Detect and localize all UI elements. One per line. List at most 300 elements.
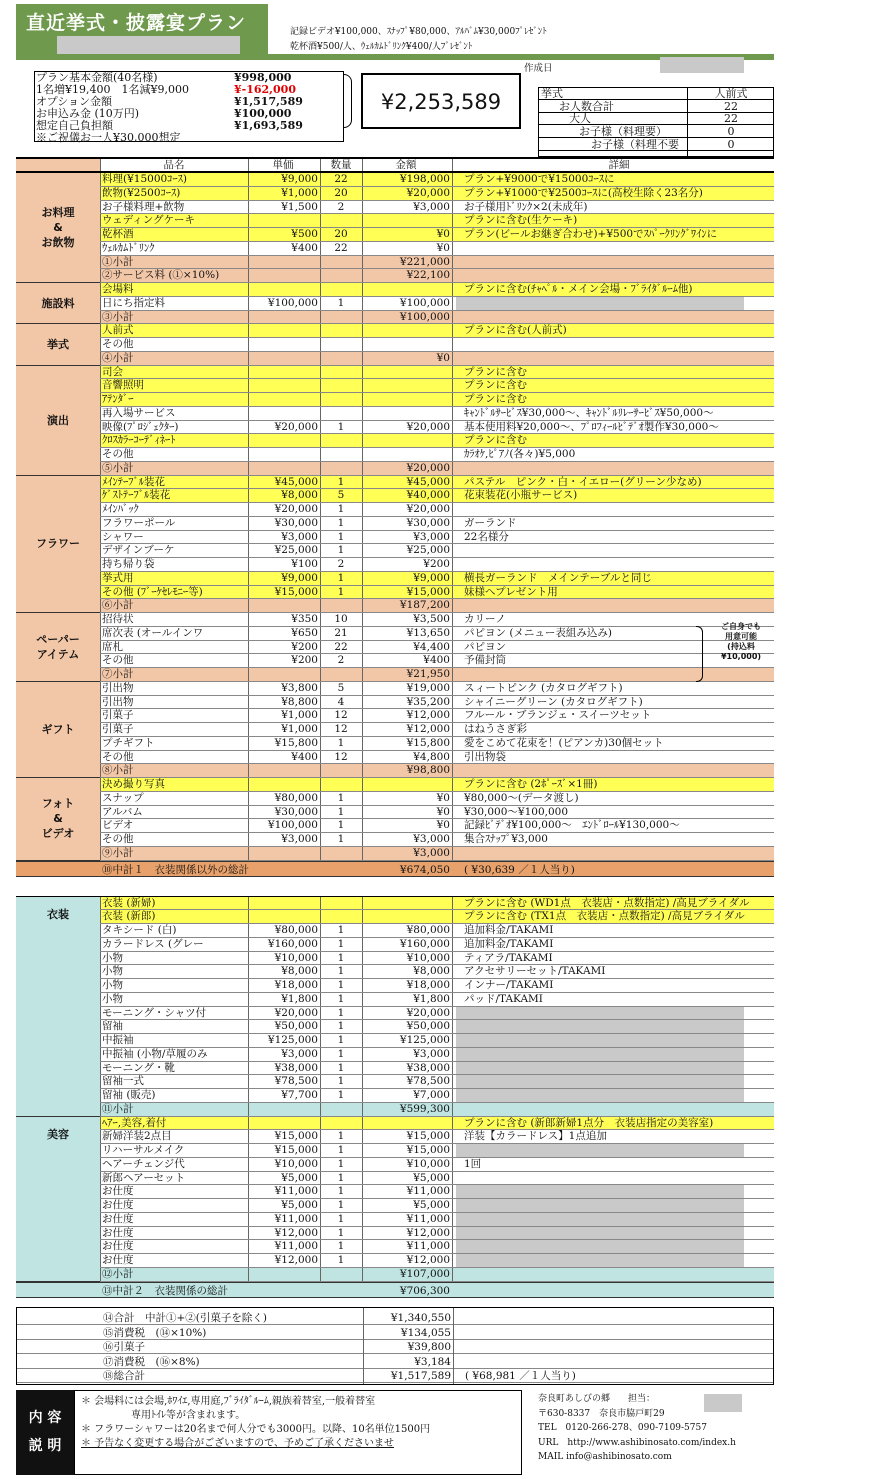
grid-line [320,1185,321,1198]
grid-line [362,847,363,860]
grid-line [362,751,363,764]
detail: 追加料金/TAKAMI [464,924,554,936]
grid-line [320,1048,321,1061]
grid-line [362,1007,363,1020]
item-name: フラワーポール [102,516,176,529]
amount [362,324,452,337]
grid-line [452,338,453,351]
guest-value: 0 [727,125,735,138]
item-name: 席次表 (オールインワ [102,626,204,639]
grid-line [362,924,363,937]
grid-line [248,503,249,516]
grid-line [100,297,101,310]
summary-label: 想定自己負担額 [36,119,113,132]
quantity: 1 [337,585,345,598]
grid-line [452,159,453,171]
grid-line [248,668,249,681]
guest-label: 挙式 [541,87,563,100]
grid-line [362,228,363,241]
table-row [16,806,774,820]
amount [362,448,452,461]
amount: ¥8,000 [413,965,450,978]
amount [362,910,452,923]
midtotal-row [16,861,774,877]
grid-line [452,586,453,599]
grid-line [452,366,453,379]
total-amount: ¥134,055 [400,1326,451,1339]
table-row [16,1185,774,1199]
grid-line [362,806,363,819]
grid-line [100,256,101,269]
grid-line [452,778,453,791]
grid-line [248,311,249,324]
grid-line [453,1308,454,1384]
amount: ¥0 [436,819,450,832]
amount [362,897,452,910]
item-name: お仕度 [102,1212,134,1225]
table-row [16,1048,774,1062]
detail [452,462,774,475]
quantity [320,393,362,406]
table-row [16,1254,774,1268]
detail: スィートピンク (カタログギフト) [464,681,623,694]
totals-table [16,1307,774,1385]
grid-line [452,965,453,978]
grid-line [320,993,321,1006]
grid-line [362,696,363,709]
grid-line [362,1117,363,1130]
unit-price: ¥20,000 [274,420,318,433]
detail: 花束装花(小瓶サービス) [464,489,578,502]
grid-line [452,462,453,475]
table-row [16,572,774,586]
grid-line [362,819,363,832]
amount: ¥3,000 [413,846,450,859]
grid-line [248,764,249,777]
grid-line [100,269,101,282]
grid-line [248,696,249,709]
grid-line [362,544,363,557]
amount: ¥45,000 [406,475,450,488]
grid-line [452,476,453,489]
grid-line [100,641,101,654]
grid-line [248,613,249,626]
grid-line [452,806,453,819]
grid-line [100,806,101,819]
amount: ¥0 [436,791,450,804]
amount: ¥599,300 [399,1102,450,1115]
grid-line [100,462,101,475]
grid-line [320,228,321,241]
grid-line [320,517,321,530]
note-line: 専用ﾄｲﾚ等が含まれます。 [81,1410,246,1421]
grid-line [320,792,321,805]
grid-line [362,641,363,654]
table-row [16,297,774,311]
amount: ¥3,000 [413,1047,450,1060]
unit-price: ¥10,000 [274,951,318,964]
amount: ¥38,000 [406,1061,450,1074]
guest-value: 0 [727,138,735,151]
grid-line [248,819,249,832]
redacted-detail [456,1048,744,1061]
quantity: 1 [337,979,345,991]
total-label: ⑮消費税 (⑭×10%) [103,1326,207,1339]
grid-line [248,558,249,571]
category-label: 演出 [16,366,100,476]
unit-price: ¥5,000 [281,1171,318,1184]
grid-line [320,737,321,750]
detail: プランに含む [464,379,527,392]
item-name: 持ち帰り袋 [102,558,155,570]
grid-line [362,993,363,1006]
unit-price: ¥30,000 [274,516,318,529]
guest-label: お人数合計 [559,100,614,113]
grid-line [100,407,101,420]
grid-line [100,201,101,214]
detail [452,544,774,557]
unit-price [248,269,320,282]
grid-line [100,228,101,241]
table-row [16,544,774,558]
unit-price: ¥500 [291,228,318,240]
grid-line [320,613,321,626]
grid-line [320,1089,321,1102]
grid-line [248,654,249,667]
unit-price [248,434,320,447]
grid-line [248,324,249,337]
unit-price: ¥12,000 [274,1254,318,1266]
quantity [320,366,362,379]
unit-price: ¥350 [291,613,318,625]
item-name: 小物 [102,992,123,1005]
unit-price: ¥9,000 [281,571,318,584]
grid-line [100,1020,101,1033]
grid-line [362,897,363,910]
detail: 妹様へプレゼント用 [464,585,558,598]
grid-line [248,159,249,171]
grid-line [452,654,453,667]
quantity: 1 [337,1006,345,1019]
grid-line [362,682,363,695]
quantity: 1 [337,1089,345,1101]
grid-line [362,654,363,667]
unit-price: ¥200 [291,640,318,653]
quantity: 1 [337,965,345,978]
grid-line [362,1103,363,1116]
table-row [16,1117,774,1131]
grid-line [362,1020,363,1033]
grid-line [362,489,363,502]
grid-line [320,1268,321,1281]
detail: パッド/TAKAMI [464,992,543,1005]
quantity: 1 [337,1212,345,1225]
quantity: 4 [337,695,345,708]
table-row [16,924,774,938]
grid-line [452,1048,453,1061]
grid-line [100,709,101,722]
redacted-detail [456,1020,744,1033]
amount: ¥19,000 [406,681,450,694]
detail [452,599,774,612]
detail [452,352,774,365]
grid-line [320,979,321,992]
amount: ¥15,000 [406,1144,450,1156]
guest-row [539,88,773,100]
table-row [16,256,774,270]
grid-line [248,965,249,978]
grid-line [248,1103,249,1116]
table-row [16,338,774,352]
grid-line [452,489,453,502]
grid-line [248,434,249,447]
unit-price [248,338,320,351]
unit-price: ¥11,000 [274,1212,318,1225]
grid-line [452,641,453,654]
paper-items-note: ご自身でも 用意可能 (持込料 ¥10,000) [720,622,762,661]
redacted-detail [456,1034,744,1047]
grid-line [320,1144,321,1157]
grid-line [320,338,321,351]
grid-line [320,476,321,489]
table-row [16,393,774,407]
redacted-detail [456,1144,744,1157]
header-amount: 金額 [395,159,417,171]
grid-line [362,709,363,722]
grid-line [320,806,321,819]
detail: カリーノ [464,613,506,625]
grid-line [362,1199,363,1212]
grid-line [452,764,453,777]
category-label: ペーパー アイテム [16,613,100,682]
table-row [16,1103,774,1117]
item-name: デザインブーケ [102,544,175,557]
item-name: 映像(ﾌﾟﾛｼﾞｪｸﾀｰ) [102,420,179,433]
table-row [16,654,774,668]
item-name: ｱﾃﾝﾀﾞｰ [102,393,134,405]
detail: プラン+¥1000で¥2500ｺｰｽに(高校生除く23名分) [464,186,703,199]
summary-brace [343,74,352,128]
quantity [320,1268,362,1281]
amount: ¥0 [436,805,450,818]
grid-line [100,476,101,489]
grid-line [452,283,453,296]
amount: ¥13,650 [406,626,450,639]
unit-price: ¥1,000 [281,723,318,735]
detail: アクセサリーセット/TAKAMI [464,965,606,978]
item-name: 小物 [102,979,123,991]
amount: ¥15,800 [406,736,450,749]
grid-line [248,269,249,282]
grid-line [100,1130,101,1143]
detail [452,503,774,516]
table-row [16,1034,774,1048]
quantity: 1 [337,420,345,433]
grid-line [320,462,321,475]
item-name: 決め撮り写真 [102,778,165,790]
grid-line [320,434,321,447]
table-row [16,1213,774,1227]
contact-line: 奈良町あしびの郷 担当： [538,1394,656,1404]
title-banner [16,4,268,56]
grid-line [362,965,363,978]
amount: ¥15,000 [406,1130,450,1143]
grid-line [452,297,453,310]
grid-line [248,586,249,599]
grid-line [248,1185,249,1198]
grid-line [248,1034,249,1047]
grid-line [320,1034,321,1047]
grid-line [248,531,249,544]
grid-line [248,1007,249,1020]
grid-line [320,1158,321,1171]
detail: プランに含む [464,393,527,405]
grid-line [320,682,321,695]
item-name: 飲物(¥2500ｺｰｽ) [102,186,181,199]
table-row [16,503,774,517]
quantity [320,338,362,351]
grid-line [248,709,249,722]
summary-value: ¥1,693,589 [234,119,303,132]
amount: ¥20,000 [406,186,450,199]
amount: ¥22,100 [406,269,450,282]
grid-line [100,159,101,171]
grid-line [100,833,101,846]
detail: プランに含む [464,434,527,447]
quantity: 1 [337,1075,345,1088]
grid-line [248,924,249,937]
redacted-detail [456,1007,744,1020]
table-row [16,778,774,792]
detail: 集合ｽﾅｯﾌﾟ¥3,000 [464,833,548,845]
grid-line [248,1213,249,1226]
amount: ¥0 [436,241,450,254]
grid-line [100,751,101,764]
grid-line [362,1130,363,1143]
grid-line [362,297,363,310]
grid-line [100,1117,101,1130]
grid-line [452,847,453,860]
grid-line [362,737,363,750]
table-row [16,1020,774,1034]
amount [362,407,452,420]
amount: ¥3,500 [413,613,450,625]
grid-line [452,531,453,544]
unit-price: ¥3,800 [281,681,318,694]
grid-line [248,352,249,365]
grid-line [100,1227,101,1240]
grid-line [452,173,453,186]
item-name: ﾒｲﾝﾃｰﾌﾞﾙ装花 [102,475,165,488]
item-name: 人前式 [102,324,134,337]
category-label: フラワー [16,476,100,614]
amount: ¥200 [423,558,450,570]
grid-line [100,421,101,434]
grid-line [452,897,453,910]
detail: 洋装【カラードレス】1点追加 [464,1130,607,1143]
unit-price: ¥15,800 [274,736,318,749]
guest-label: お子様（料理不要 [591,138,679,151]
item-name: 新郎ヘアーセット [102,1171,186,1184]
detail: 引出物袋 [464,750,506,763]
grid-line [248,572,249,585]
grid-line [452,572,453,585]
redacted-detail [456,1185,744,1198]
redacted-detail [456,1254,744,1267]
item-name: ｹﾞｽﾄﾃｰﾌﾞﾙ装花 [102,489,171,502]
contact-line: URL http://www.ashibinosato.com/index.h [538,1437,736,1448]
table-row [16,682,774,696]
category-label: 美容 [16,1117,100,1282]
grid-line [248,1268,249,1281]
table-row [16,269,774,283]
amount: ¥1,800 [413,992,450,1005]
grid-line [452,1199,453,1212]
quantity: 5 [337,681,345,694]
summary-label: 1名増¥19,400 1名減¥9,000 [36,83,189,96]
quantity: 20 [334,186,348,199]
amount: ¥221,000 [399,255,450,268]
quantity: 1 [337,1240,345,1253]
quantity: 1 [337,296,345,309]
grid-line [452,1227,453,1240]
category-label: フォト & ビデオ [16,778,100,861]
unit-price [248,764,320,777]
table-row [16,366,774,380]
table-row [16,242,774,256]
unit-price [248,214,320,227]
grid-line [248,476,249,489]
grid-line [248,833,249,846]
table-row [16,283,774,297]
grid-line [452,1268,453,1281]
grid-line [362,1048,363,1061]
grid-line [320,1007,321,1020]
unit-price: ¥400 [291,241,318,254]
item-name: ④小計 [102,351,134,364]
grid-line [100,242,101,255]
table-row [16,696,774,710]
grid-line [452,952,453,965]
summary-value: ¥-162,000 [234,83,296,96]
item-name: 乾杯酒 [102,228,134,240]
item-name: 小物 [102,965,123,978]
item-name: お仕度 [102,1240,134,1253]
item-name: 引菓子 [102,723,134,735]
grid-line [362,1089,363,1102]
item-name: ⑤小計 [102,461,134,474]
grid-line [100,338,101,351]
table-row [16,462,774,476]
unit-price: ¥25,000 [274,544,318,557]
grid-line [452,434,453,447]
item-name: 日にち指定料 [102,296,165,309]
grid-line [362,269,363,282]
unit-price: ¥20,000 [274,503,318,515]
grid-line [100,448,101,461]
grid-line [100,324,101,337]
table-row [16,1199,774,1213]
grid-line [452,352,453,365]
quantity: 1 [337,805,345,818]
item-name: その他 [102,338,134,350]
grid-line [100,352,101,365]
grid-line [100,792,101,805]
grid-line [362,531,363,544]
table-row [16,214,774,228]
unit-price: ¥400 [291,750,318,763]
grid-line [452,737,453,750]
